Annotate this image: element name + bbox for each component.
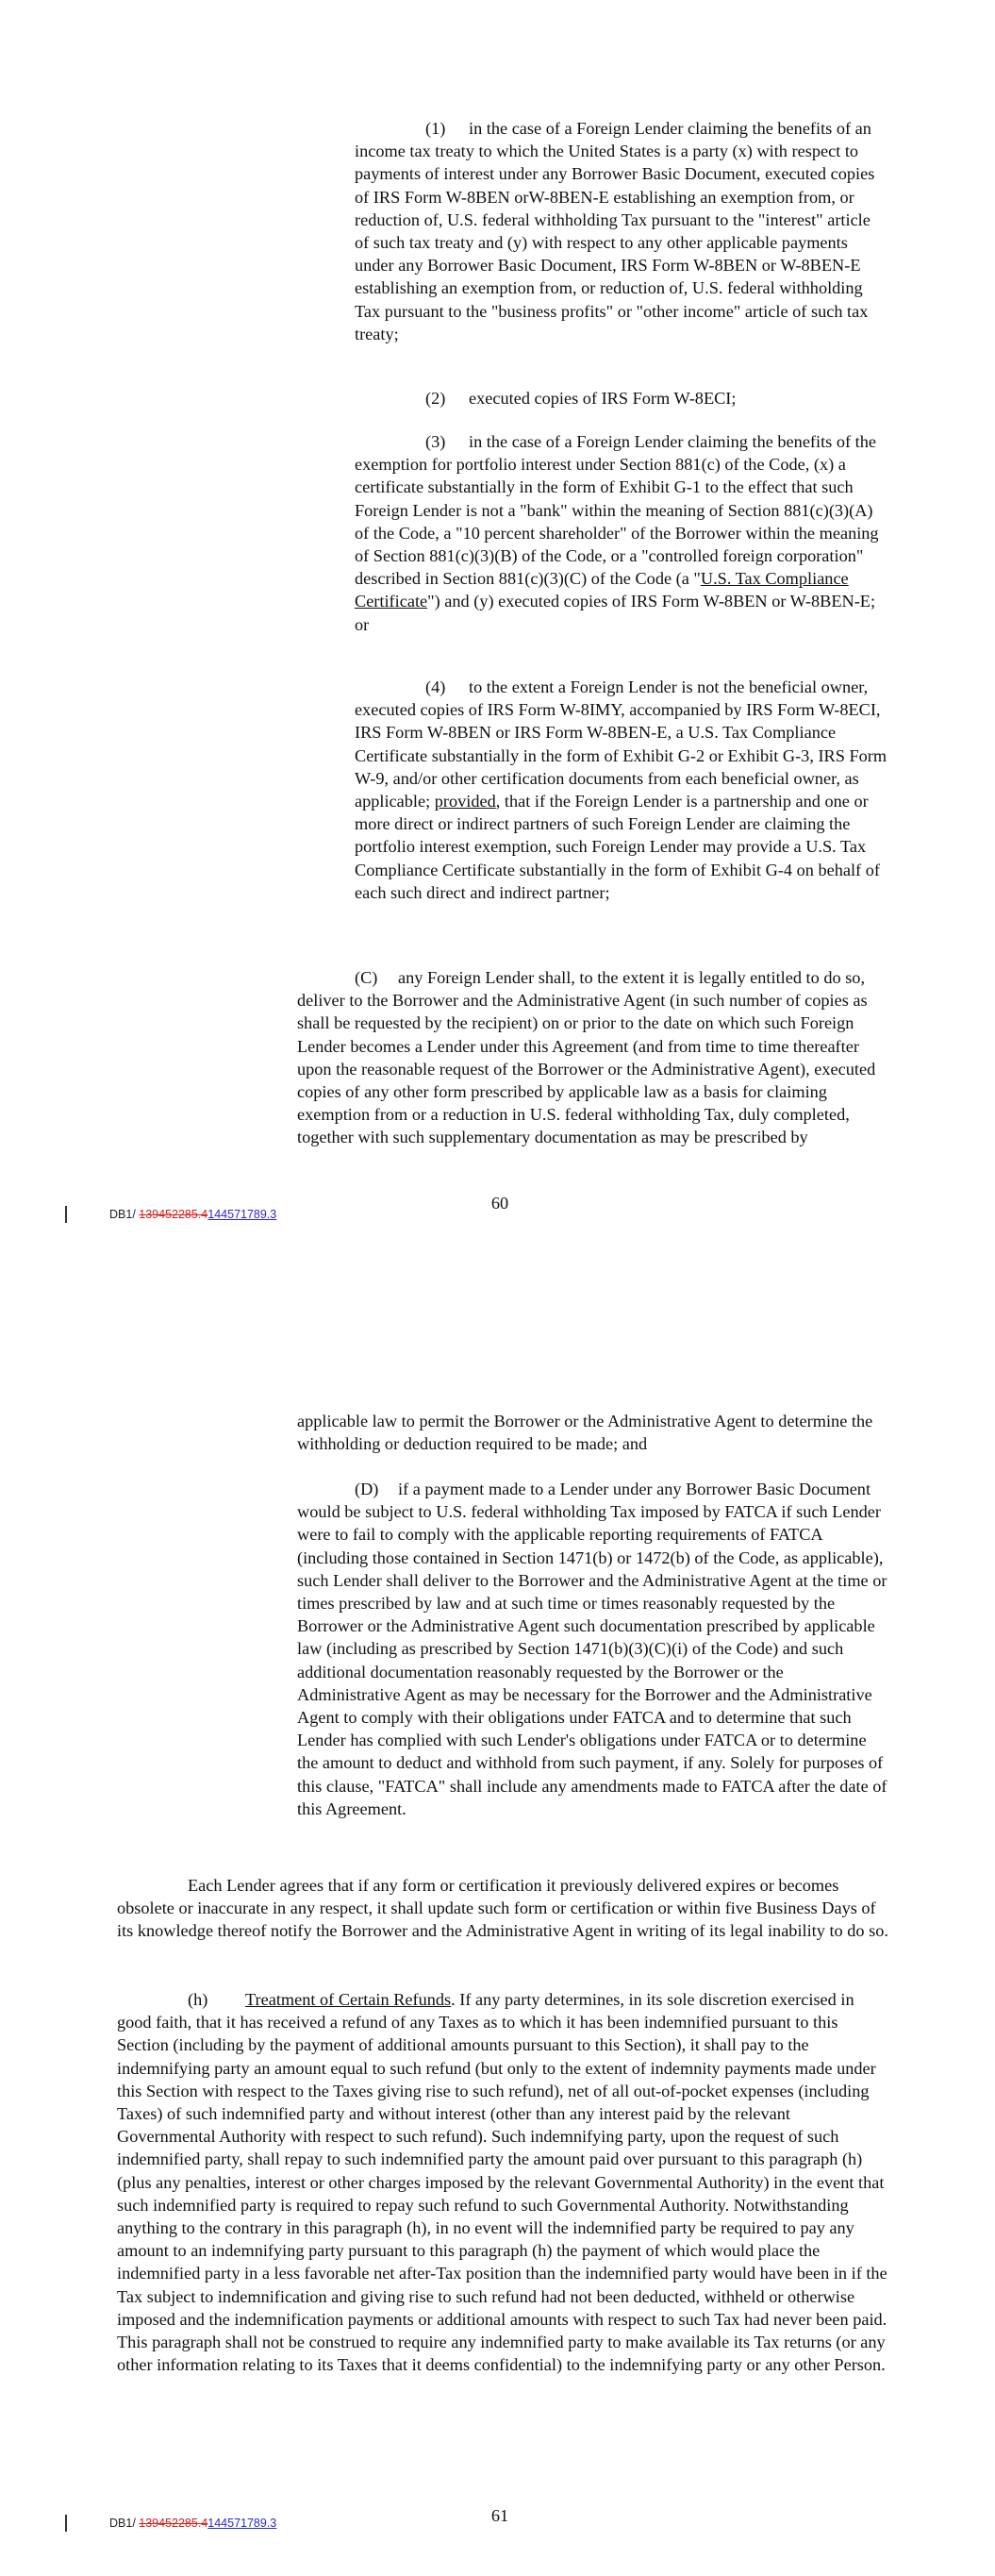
document-id-new[interactable]: 144571789.3: [207, 2517, 277, 2530]
clause-text-end: , that if the Foreign Lender is a partnership and one or more direct or indirect partners of such Foreign Lender are claiming the portfolio interest exemption, such Foreign Lender may provide a U.S. Tax Compliance Certificate substantially in the form of Exhibit G-4 on behalf of each such direct and indirect partner;: [355, 792, 880, 902]
clause-d: [297, 1478, 888, 1820]
clause-text: applicable law to permit the Borrower or the Administrative Agent to determine the withholding or deduction required to be made; and: [297, 1412, 873, 1454]
document-id-prefix: DB1/: [109, 1208, 140, 1221]
clause-text: if a payment made to a Lender under any Borrower Basic Document would be subject to U.S. federal withholding Tax imposed by FATCA if such Lender were to fail to comply with the applicable reporting requirements of FATCA (including those contained in Section 1471(b) or 1472(b) of the Code, as applicable), such Lender shall deliver to the Borrower and the Administrative Agent at the time or times prescribed by law and at such time or times reasonably requested by the Borrower or the Administrative Agent such documentation prescribed by applicable law (including as prescribed by Section 1471(b)(3)(C)(i) of the Code) and such additional documentation reasonably requested by the Borrower or the Administrative Agent as may be necessary for the Borrower and the Administrative Agent to comply with their obligations under FATCA and to determine that such Lender has complied with such Lender's obligations under FATCA or to determine the amount to deduct and withhold from such payment, if any. Solely for purposes of this clause, "FATCA" shall include any amendments made to FATCA after the date of this Agreement.: [297, 1480, 887, 1818]
clause-text: in the case of a Foreign Lender claiming the benefits of an income tax treaty to which the United States is a party (x) with respect to payments of interest under any Borrower Basic Document, executed copies of IRS Form W-8BEN orW-8BEN-E establishing an exemption from, or reduction of, U.S. federal withholding Tax pursuant to the "interest" article of such tax treaty and (y) with respect to any other applicable payments under any Borrower Basic Document, IRS Form W-8BEN or W-8BEN-E establishing an exemption from, or reduction of, U.S. federal withholding Tax pursuant to the "business profits" or "other income" article of such tax treaty;: [355, 119, 875, 343]
defined-term: provided: [434, 792, 496, 811]
document-id: [109, 2517, 276, 2530]
clause-number: (D): [355, 1480, 379, 1498]
document-id: [109, 1208, 276, 1221]
paragraph-text: Each Lender agrees that if any form or certification it previously delivered expires or becomes obsolete or inaccurate in any respect, it shall update such form or certification or within five Business Days of its knowledge thereof notify the Borrower and the Administrative Agent in writing of its legal inability to do so.: [117, 1876, 888, 1941]
document-id-old: 139452285.4: [139, 2517, 208, 2530]
page-60: [0, 0, 995, 1255]
section-h: [117, 1988, 888, 2376]
clause-4: [355, 676, 888, 904]
clause-number: (2): [425, 389, 446, 408]
lender-update-paragraph: [117, 1874, 888, 1943]
clause-text: in the case of a Foreign Lender claiming the benefits of the exemption for portfolio interest under Section 881(c) of the Code, (x) a certificate substantially in the form of Exhibit G-1 to the effect that such Foreign Lender is not a "bank" within the meaning of Section 881(c)(3)(A) of the Code, a "10 percent shareholder" of the Borrower within the meaning of Section 881(c)(3)(B) of the Code, or a "controlled foreign corporation" described in Section 881(c)(3)(C) of the Code (a ": [355, 432, 879, 589]
page-number: 60: [490, 1194, 509, 1213]
clause-text: to the extent a Foreign Lender is not the beneficial owner, executed copies of IRS Form W-8IMY, accompanied by IRS Form W-8ECI, IRS Form W-8BEN or IRS Form W-8BEN-E, a U.S. Tax Compliance Certificate substantially in the form of Exhibit G-2 or Exhibit G-3, IRS Form W-9, and/or other certification documents from each beneficial owner, as applicable;: [355, 677, 887, 811]
page-61: [0, 1335, 995, 2576]
clause-3: [355, 430, 888, 636]
clause-number: (C): [355, 968, 378, 987]
section-number: (h): [188, 1990, 208, 2009]
clause-text: executed copies of IRS Form W-8ECI;: [469, 389, 737, 408]
section-text: . If any party determines, in its sole discretion exercised in good faith, that it has received a refund of any Taxes as to which it has been indemnified pursuant to this Section (including by the payment of additional amounts pursuant to this Section), it shall pay to the indemnifying party an amount equal to such refund (but only to the extent of indemnity payments made under this Section with respect to the Taxes giving rise to such refund), net of all out-of-pocket expenses (including Taxes) of such indemnified party and without interest (other than any interest paid by the relevant Governmental Authority with respect to such refund). Such indemnifying party, upon the request of such indemnified party, shall repay to such indemnified party the amount paid over pursuant to this paragraph (h) (plus any penalties, interest or other charges imposed by the relevant Governmental Authority) in the event that such indemnified party is required to repay such refund to such Governmental Authority. Notwithstanding anything to the contrary in this paragraph (h), in no event will the indemnified party be required to pay any amount to an indemnifying party pursuant to this paragraph (h) the payment of which would place the indemnified party in a less favorable net after-Tax position than the indemnified party would have been in if the Tax subject to indemnification and giving rise to such refund had not been deducted, withheld or otherwise imposed and the indemnification payments or additional amounts with respect to such Tax had never been paid. This paragraph shall not be construed to require any indemnified party to make available its Tax returns (or any other information relating to its Taxes that it deems confidential) to the indemnifying party or any other Person.: [117, 1990, 887, 2375]
change-bar: [65, 1206, 67, 1223]
document-id-prefix: DB1/: [109, 2517, 140, 2530]
clause-text-end: ") and (y) executed copies of IRS Form W-8BEN or W-8BEN-E; or: [355, 592, 876, 634]
clause-number: (3): [425, 432, 446, 451]
change-bar: [65, 2515, 67, 2532]
clause-c: [297, 966, 888, 1149]
clause-1: [355, 117, 888, 345]
clause-number: (1): [425, 119, 446, 138]
page-number: 61: [490, 2506, 509, 2525]
defined-term: U.S. Tax Compliance Certificate: [355, 569, 849, 611]
clause-2: [355, 387, 888, 410]
section-heading: Treatment of Certain Refunds: [245, 1990, 452, 2009]
clause-c-continued: [297, 1410, 888, 1455]
clause-number: (4): [425, 677, 446, 696]
clause-text: any Foreign Lender shall, to the extent it is legally entitled to do so, deliver to the Borrower and the Administrative Agent (in such number of copies as shall be requested by the recipient) on or prior to the date on which such Foreign Lender becomes a Lender under this Agreement (and from time to time thereafter upon the reasonable request of the Borrower or the Administrative Agent), executed copies of any other form prescribed by applicable law as a basis for claiming exemption from or a reduction in U.S. federal withholding Tax, duly completed, together with such supplementary documentation as may be prescribed by: [297, 968, 876, 1147]
document-id-new[interactable]: 144571789.3: [207, 1208, 277, 1221]
document-id-old: 139452285.4: [139, 1208, 208, 1221]
